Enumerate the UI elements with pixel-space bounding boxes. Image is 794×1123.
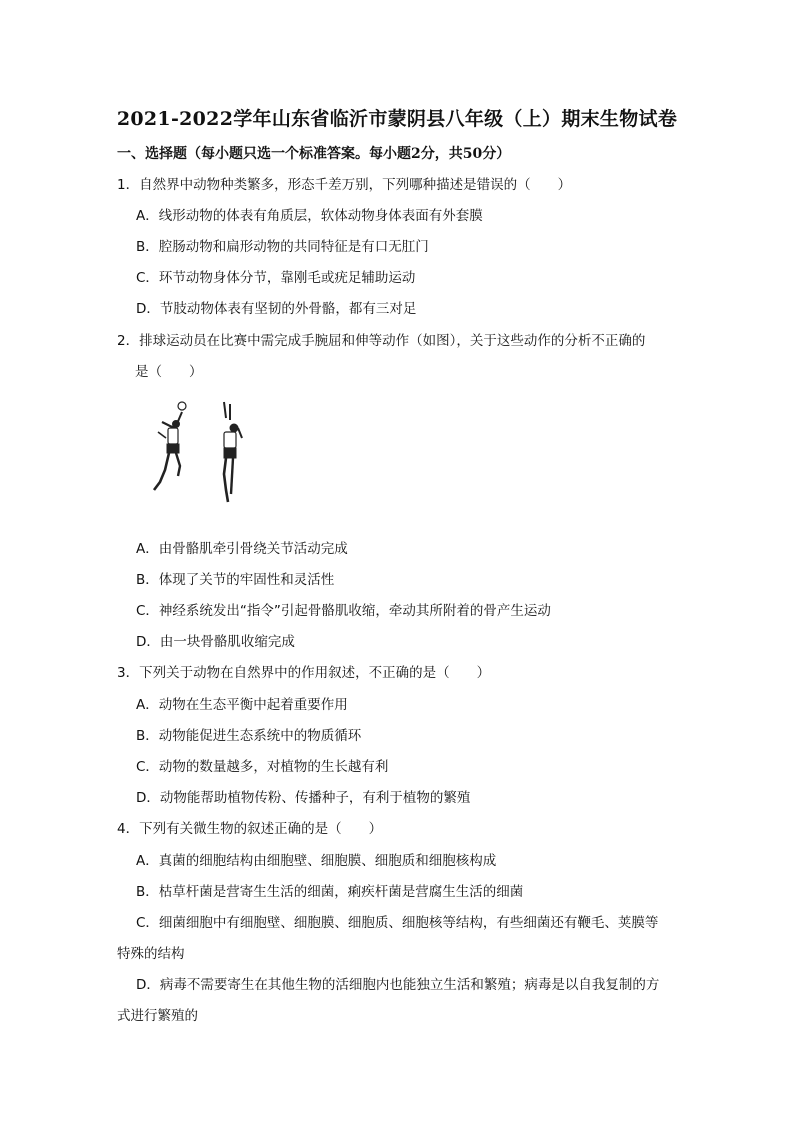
question-1-option-c: C．环节动物身体分节，靠刚毛或疣足辅助运动 [136,270,416,286]
question-1-option-b: B．腔肠动物和扁形动物的共同特征是有口无肛门 [136,239,429,255]
question-3-option-b: B．动物能促进生态系统中的物质循环 [136,728,362,744]
question-2-option-c: C．神经系统发出“指令”引起骨骼肌收缩，牵动其所附着的骨产生运动 [136,603,551,619]
question-1-option-d: D．节肢动物体表有坚韧的外骨骼，都有三对足 [136,301,417,317]
question-3-option-a: A．动物在生态平衡中起着重要作用 [136,697,348,713]
question-3-option-d: D．动物能帮助植物传粉、传播种子，有利于植物的繁殖 [136,790,471,806]
question-3-option-c: C．动物的数量越多，对植物的生长越有利 [136,759,389,775]
question-4-option-c-continued: 特殊的结构 [117,946,185,962]
question-1-option-a: A．线形动物的体表有角质层，软体动物身体表面有外套膜 [136,208,483,224]
question-2-option-d: D．由一块骨骼肌收缩完成 [136,634,295,650]
question-2-option-b: B．体现了关节的牢固性和灵活性 [136,572,335,588]
question-4-option-b: B．枯草杆菌是营寄生生活的细菌，痢疾杆菌是营腐生生活的细菌 [136,884,524,900]
question-2-stem-continued: 是（ ） [135,364,203,380]
exam-title: 2021-2022学年山东省临沂市蒙阴县八年级（上）期末生物试卷 [116,108,678,130]
question-4-option-a: A．真菌的细胞结构由细胞壁、细胞膜、细胞质和细胞核构成 [136,853,497,869]
question-3-stem: 3．下列关于动物在自然界中的作用叙述，不正确的是（ ） [117,665,491,681]
player-right-figure [224,402,242,502]
question-2-stem: 2．排球运动员在比赛中需完成手腕屈和伸等动作（如图），关于这些动作的分析不正确的 [117,333,646,349]
question-4-stem: 4．下列有关微生物的叙述正确的是（ ） [117,821,383,837]
section-heading: 一、选择题（每小题只选一个标准答案。每小题2分，共50分） [117,146,511,162]
player-left-figure [154,412,182,490]
question-4-option-d: D．病毒不需要寄生在其他生物的活细胞内也能独立生活和繁殖；病毒是以自我复制的方 [136,977,660,993]
question-1-stem: 1．自然界中动物种类繁多，形态千差万别，下列哪种描述是错误的（ ） [117,177,572,193]
question-4-option-d-continued: 式进行繁殖的 [117,1008,198,1024]
question-4-option-c: C．细菌细胞中有细胞壁、细胞膜、细胞质、细胞核等结构，有些细菌还有鞭毛、荚膜等 [136,915,659,931]
volleyball-players-figure [140,398,256,508]
question-2-option-a: A．由骨骼肌牵引骨绕关节活动完成 [136,541,348,557]
volleyball-icon [178,402,186,410]
